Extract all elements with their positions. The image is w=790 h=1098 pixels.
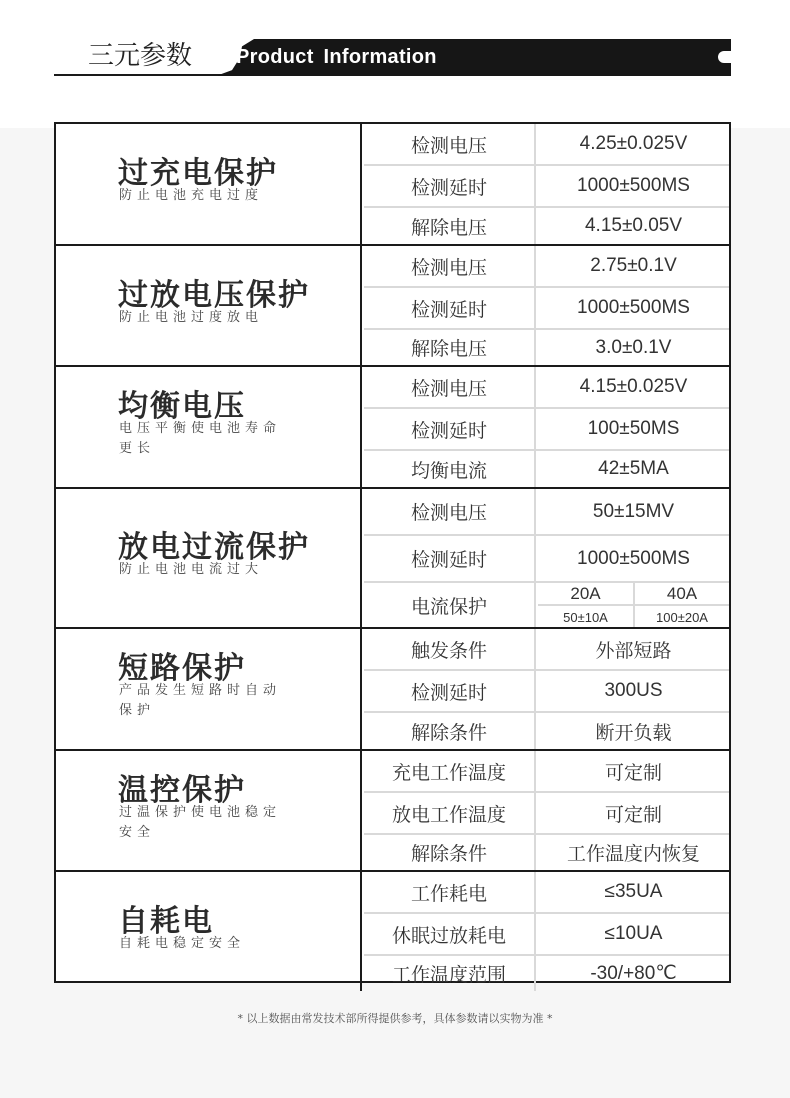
spec-name: 均衡电流 (364, 451, 536, 487)
spec-row (364, 246, 729, 286)
spec-row (364, 872, 729, 912)
group-label (56, 124, 362, 244)
spec-value: ≤10UA (604, 923, 663, 944)
group-rows (364, 367, 729, 487)
spec-name: 检测延时 (364, 671, 536, 711)
split-column (635, 583, 729, 627)
spec-name: 放电工作温度 (364, 793, 536, 833)
spec-name: 检测延时 (364, 288, 536, 328)
spec-group (56, 124, 729, 246)
spec-row (364, 367, 729, 407)
group-subtitle: 过温保护使电池稳定安全 (119, 805, 282, 840)
spec-value: 4.25±0.025V (579, 133, 688, 154)
group-label (56, 367, 362, 487)
spec-value: 工作温度内恢复 (566, 844, 700, 865)
spec-value: 可定制 (604, 762, 662, 784)
spec-row (364, 835, 729, 870)
group-rows (364, 489, 729, 627)
group-title: 自耗电 (118, 904, 214, 939)
spec-name: 检测延时 (364, 166, 536, 206)
spec-row (364, 451, 729, 487)
spec-row (364, 671, 729, 711)
split-threshold: 100±20A (656, 610, 708, 625)
spec-value: 断开负载 (595, 722, 672, 744)
spec-group (56, 751, 729, 872)
spec-name: 检测电压 (364, 489, 536, 534)
spec-group (56, 246, 729, 367)
spec-value: 42±5MA (598, 458, 669, 479)
group-subtitle: 产品发生短路时自动保护 (119, 683, 282, 718)
section-header (54, 38, 731, 78)
group-title: 温控保护 (118, 773, 246, 808)
group-rows (364, 629, 729, 749)
spec-value: 外部短路 (595, 640, 672, 662)
split-column (538, 583, 633, 627)
spec-name: 工作耗电 (364, 872, 536, 912)
group-rows (364, 872, 729, 991)
group-title: 过放电压保护 (118, 278, 310, 313)
spec-value: 1000±500MS (577, 175, 690, 196)
spec-value: 1000±500MS (577, 297, 690, 318)
spec-table (54, 122, 731, 986)
spec-value: 可定制 (604, 804, 662, 826)
group-subtitle: 自耗电稳定安全 (119, 936, 246, 951)
header-title-en: Product Information (236, 46, 437, 68)
spec-name: 工作温度范围 (364, 956, 536, 991)
group-subtitle: 防止电池电流过大 (119, 562, 264, 577)
spec-row (364, 489, 729, 534)
spec-row (364, 536, 729, 581)
group-title: 均衡电压 (118, 389, 246, 424)
spec-value: 3.0±0.1V (595, 336, 672, 358)
spec-value: 2.75±0.1V (590, 255, 677, 276)
spec-row (364, 751, 729, 791)
group-subtitle: 防止电池充电过度 (119, 188, 264, 203)
spec-name: 电流保护 (364, 583, 536, 627)
group-title: 过充电保护 (118, 156, 278, 191)
spec-value: 100±50MS (587, 418, 680, 439)
spec-row (364, 793, 729, 833)
spec-name: 解除条件 (364, 713, 536, 749)
spec-row (364, 409, 729, 449)
header-underline (54, 74, 234, 76)
split-rating: 40A (635, 583, 729, 606)
spec-row (364, 583, 729, 627)
spec-row (364, 914, 729, 954)
spec-name: 检测延时 (364, 409, 536, 449)
spec-name: 检测电压 (364, 246, 536, 286)
spec-name: 检测电压 (364, 367, 536, 407)
group-subtitle: 电压平衡使电池寿命更长 (119, 421, 282, 456)
group-label (56, 751, 362, 870)
spec-row (364, 288, 729, 328)
spec-value: ≤35UA (604, 881, 663, 902)
header-notch (718, 51, 732, 63)
split-threshold: 50±10A (563, 610, 608, 625)
spec-row (364, 956, 729, 991)
spec-name: 解除电压 (364, 208, 536, 244)
spec-value: 300US (604, 680, 663, 701)
spec-name: 检测延时 (364, 536, 536, 581)
spec-row (364, 124, 729, 164)
spec-group (56, 367, 729, 489)
spec-name: 解除电压 (364, 330, 536, 365)
group-label (56, 872, 362, 991)
split-divider (633, 583, 635, 627)
spec-row (364, 629, 729, 669)
split-rating: 20A (538, 583, 633, 606)
group-rows (364, 124, 729, 244)
group-label (56, 629, 362, 749)
group-title: 短路保护 (118, 651, 246, 686)
spec-row (364, 330, 729, 365)
spec-group (56, 629, 729, 751)
spec-value: 4.15±0.05V (584, 215, 683, 236)
footnote: * 以上数据由常发技术部所得提供参考，具体参数请以实物为准 * (237, 1012, 553, 1025)
group-label (56, 489, 362, 627)
spec-group (56, 489, 729, 629)
group-subtitle: 防止电池过度放电 (119, 310, 264, 325)
group-label (56, 246, 362, 365)
spec-group (56, 872, 729, 991)
spec-name: 触发条件 (364, 629, 536, 669)
spec-name: 充电工作温度 (364, 751, 536, 791)
spec-name: 休眠过放耗电 (364, 914, 536, 954)
spec-value: 1000±500MS (577, 547, 690, 569)
header-title-cn: 三元参数 (88, 41, 193, 71)
spec-name: 检测电压 (364, 124, 536, 164)
spec-value: 50±15MV (592, 500, 675, 522)
spec-row (364, 208, 729, 244)
spec-row (364, 713, 729, 749)
spec-value: 4.15±0.025V (579, 376, 688, 397)
spec-value: -30/+80℃ (590, 963, 677, 984)
group-title: 放电过流保护 (118, 530, 310, 565)
group-rows (364, 246, 729, 365)
spec-row (364, 166, 729, 206)
spec-name: 解除条件 (364, 835, 536, 870)
spec-split-value (538, 583, 729, 627)
group-rows (364, 751, 729, 870)
